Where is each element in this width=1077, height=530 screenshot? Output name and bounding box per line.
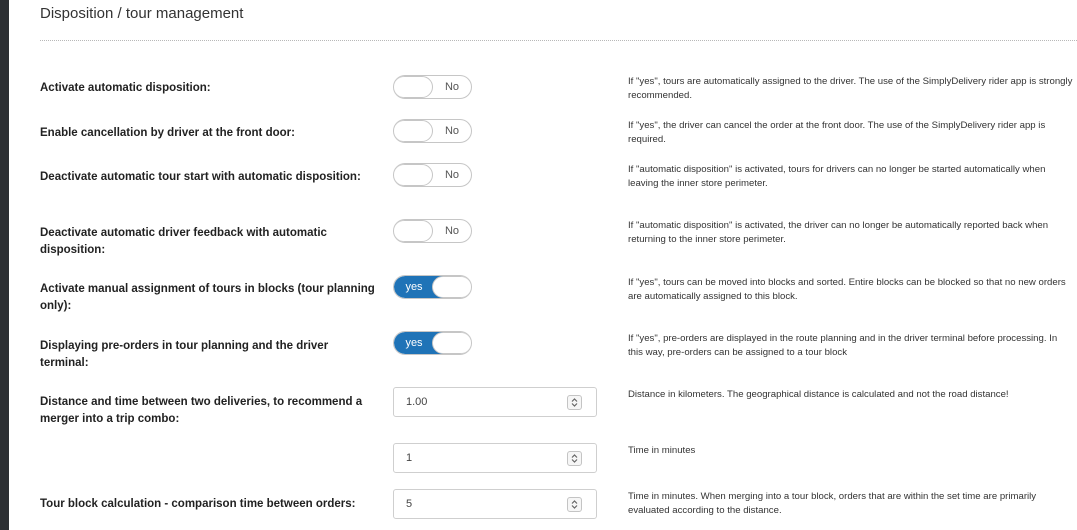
help-driver-cancellation: If "yes", the driver can cancel the order at the front door. The use of the SimplyDelivery rider app is required. xyxy=(628,120,1046,145)
toggle-knob xyxy=(393,164,433,186)
toggle-value: yes xyxy=(405,281,423,293)
help-deactivate-driver-feedback: If "automatic disposition" is activated, the driver can no longer be automatically reported back when returning to the inner store perimeter. xyxy=(628,220,1049,245)
input-value: 5 xyxy=(406,498,413,510)
toggle-automatic-disposition[interactable] xyxy=(393,75,472,99)
toggle-manual-block-assignment[interactable] xyxy=(393,275,472,299)
help-automatic-disposition: If "yes", tours are automatically assigned to the driver. The use of the SimplyDelivery rider app is strongly recommended. xyxy=(628,76,1073,101)
toggle-deactivate-tour-start[interactable] xyxy=(393,163,472,187)
toggle-knob xyxy=(432,276,472,298)
block-comparison-time-input[interactable] xyxy=(393,489,597,519)
toggle-deactivate-driver-feedback[interactable] xyxy=(393,219,472,243)
spinner-icon[interactable] xyxy=(567,451,582,466)
setting-label-merge-distance: Distance and time between two deliveries, to recommend a merger into a trip combo: xyxy=(40,396,363,425)
help-deactivate-tour-start: If "automatic disposition" is activated, tours for drivers can no longer be started automatically when leaving the inner store perimeter. xyxy=(628,164,1046,189)
spinner-icon[interactable] xyxy=(567,497,582,512)
setting-label-block-comparison-time: Tour block calculation - comparison time between orders: xyxy=(40,498,356,510)
setting-label-deactivate-driver-feedback: Deactivate automatic driver feedback with automatic disposition: xyxy=(40,227,327,256)
toggle-value: No xyxy=(444,81,460,93)
setting-label-deactivate-tour-start: Deactivate automatic tour start with automatic disposition: xyxy=(40,171,361,183)
help-merge-time: Time in minutes xyxy=(628,445,696,456)
merge-distance-input[interactable] xyxy=(393,387,597,417)
help-block-comparison-time: Time in minutes. When merging into a tour block, orders that are within the set time are primarily evaluated according to the distance. xyxy=(628,491,1037,516)
left-edge-bar xyxy=(0,0,9,530)
toggle-knob xyxy=(393,220,433,242)
spinner-icon[interactable] xyxy=(567,395,582,410)
input-value: 1.00 xyxy=(406,396,428,408)
setting-label-manual-block-assignment: Activate manual assignment of tours in blocks (tour planning only): xyxy=(40,283,375,312)
input-value: 1 xyxy=(406,452,413,464)
toggle-value: No xyxy=(444,169,460,181)
toggle-value: yes xyxy=(405,337,423,349)
help-merge-distance: Distance in kilometers. The geographical distance is calculated and not the road distance! xyxy=(628,389,1009,400)
toggle-knob xyxy=(393,76,433,98)
page-title: Disposition / tour management xyxy=(40,5,244,22)
toggle-knob xyxy=(393,120,433,142)
toggle-value: No xyxy=(444,125,460,137)
setting-label-driver-cancellation: Enable cancellation by driver at the front door: xyxy=(40,127,295,139)
setting-label-automatic-disposition: Activate automatic disposition: xyxy=(40,82,211,94)
setting-label-display-pre-orders: Displaying pre-orders in tour planning and the driver terminal: xyxy=(40,340,329,369)
toggle-driver-cancellation[interactable] xyxy=(393,119,472,143)
merge-time-input[interactable] xyxy=(393,443,597,473)
help-manual-block-assignment: If "yes", tours can be moved into blocks and sorted. Entire blocks can be blocked so that no new orders are automatically assigned to this block. xyxy=(628,277,1066,302)
toggle-knob xyxy=(432,332,472,354)
help-display-pre-orders: If "yes", pre-orders are displayed in the route planning and in the driver terminal before processing. In this way, pre-orders can be assigned to a tour block xyxy=(628,333,1058,358)
toggle-display-pre-orders[interactable] xyxy=(393,331,472,355)
dotted-divider xyxy=(40,40,1077,41)
toggle-value: No xyxy=(444,225,460,237)
